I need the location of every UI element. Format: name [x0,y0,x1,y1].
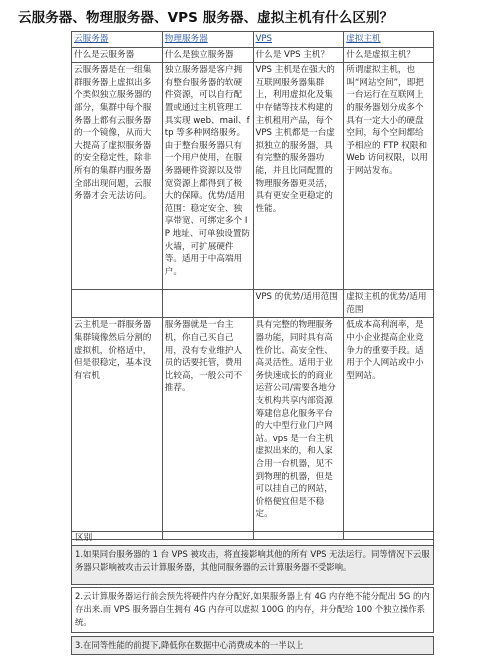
comparison-table [71,31,434,540]
advantage-cell: 低成本高利润率，是中小企业提高企业竞争力的重要手段。适用于个人网站或中小型网站。 [344,318,434,540]
difference-item: 3.在同等性能的前提下,降低你在数据中心消费成本的一半以上 [71,636,434,655]
header-physical-server[interactable]: 物理服务器 [162,32,253,48]
what-cell: 什么是 VPS 主机？ [253,47,344,63]
difference-item: 2.云计算服务器运行前会预先将硬件内存分配好,如果服务器上有 4G 内存绝不能分配出 5G 的内存出来.而 VPS 服务器自生拥有 4G 内存可以虚拟 100G 的内存，并分配给 100 个独立操作系统。 [71,587,434,633]
advantage-cell: 服务器就是一台主机，你自己买自己用，没有专业维护人员的话要托管，费用比较高，一般公司不推荐。 [162,318,253,540]
difference-label: 区别 [71,531,434,546]
what-cell: 什么是云服务器 [72,47,163,63]
advantage-cell: 具有完整的物理服务器功能，同时具有高性价比、高安全性、高灵活性。适用于业务快速成长的的商业运营公司/需要各地分支机构共享内部资源筹建信息化服务平台的大中型行业门户网站。vps 是一台主机虚拟出来的，和人家合用一台机器，见不到物理的机器，但是可以挂自己的网站，价格便宜但是不稳定。 [253,318,344,540]
difference-item: 1.如果同台服务器的 1 台 VPS 被攻击，将直接影响其他的所有 VPS 无法运行。同等情况下云服务器只影响被攻击云计算服务器，其他同服务器的云计算服务器不受影响。 [71,545,434,585]
description-cell: 独立服务器是客户拥有整台服务器的软硬件资源，可以自行配置或通过主机管理工具实现 web、mail、ftp 等多种网络服务。由于整台服务器只有一个用户使用，在服务器硬件资源以及带宽资源上都得到了极大的保障。优势/适用范围：稳定安全、独享带宽、可绑定多个 IP 地址、可单独设置防火墙，可扩展硬件等。适用于中高端用户。 [162,63,253,290]
advantage-header-cell: VPS 的优势/适用范围 [253,290,344,318]
description-cell: 所谓虚拟主机，也叫“网站空间”，即把一台运行在互联网上的服务器划分成多个具有一定大小的硬盘空间，每个空间都给予相应的 FTP 权限和 Web 访问权限，以用于网站发布。 [344,63,434,290]
header-virtual-host[interactable]: 虚拟主机 [344,32,434,48]
what-row [72,47,434,63]
description-row [72,63,434,290]
what-cell: 什么是独立服务器 [162,47,253,63]
advantage-cell: 云主机是一群服务器集群镜像然后分割的虚拟机，价格适中，但是很稳定，基本没有宕机 [72,318,163,540]
advantage-header-cell [72,290,163,318]
description-cell: 云服务器是在一组集群服务器上虚拟出多个类似独立服务器的部分，集群中每个服务器上都有云服务器的一个镜像，从而大大提高了虚拟服务器的安全稳定性，除非所有的集群内服务器全部出现问题，云服务器才会无法访问。 [72,63,163,290]
advantage-row [72,318,434,540]
advantage-header-cell: 虚拟主机的优势/适用范围 [344,290,434,318]
advantage-header-row [72,290,434,318]
what-cell: 什么是虚拟主机？ [344,47,434,63]
header-row [72,32,434,48]
header-vps[interactable]: VPS [253,32,344,48]
description-cell: VPS 主机是在强大的互联网服务器集群上，利用虚拟化及集中存储等技术构建的主机租用产品，每个 VPS 主机都是一台虚拟独立的服务器，具有完整的服务器功能，并且比同配置的物理服务器更灵活，具有更安全更稳定的性能。 [253,63,344,290]
page-title: 云服务器、物理服务器、VPS 服务器、虚拟主机有什么区别？ [18,10,394,26]
advantage-header-cell [162,290,253,318]
header-cloud-server[interactable]: 云服务器 [72,32,163,48]
